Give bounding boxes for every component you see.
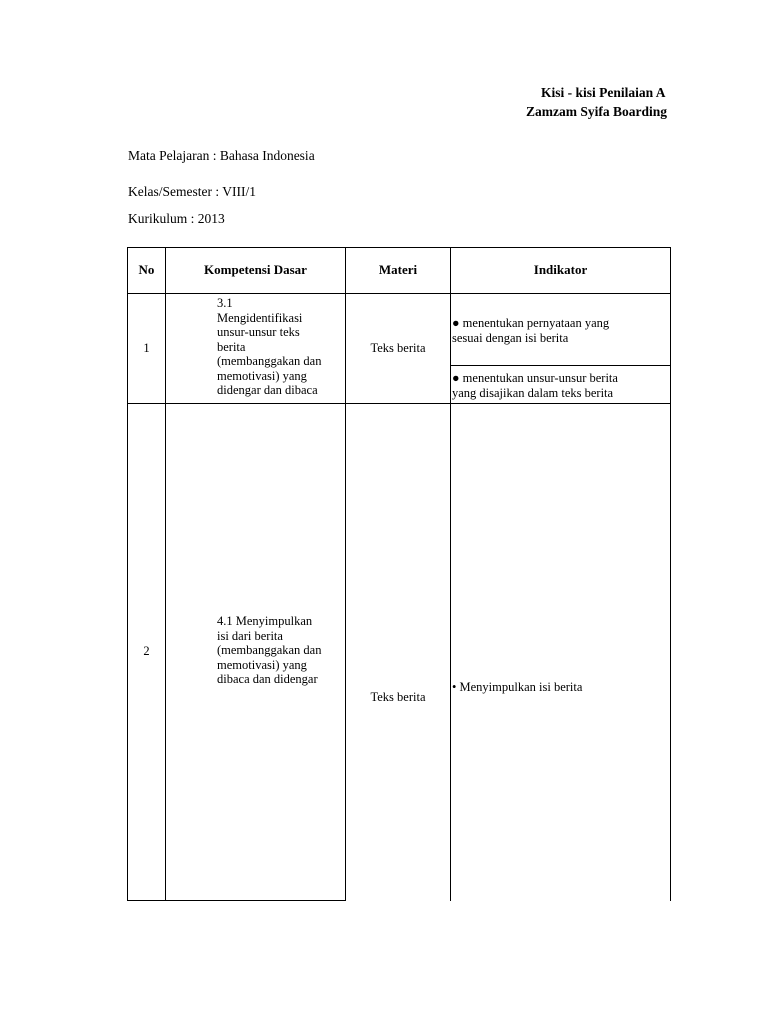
header-materi: Materi [378, 262, 418, 277]
table-border-top [127, 247, 671, 248]
document-title-line1: Kisi - kisi Penilaian A [541, 85, 666, 100]
class-semester-label: Kelas/Semester : VIII/1 [128, 184, 256, 199]
header-kompetensi-dasar: Kompetensi Dasar [204, 262, 307, 277]
table-header-divider [127, 293, 671, 294]
row1-materi: Teks berita [370, 341, 426, 355]
row1-indicator-1: ● menentukan pernyataan yang sesuai dengan isi berita [452, 316, 610, 345]
row1-no: 1 [143, 341, 150, 355]
table-border-bottom [127, 900, 346, 901]
row2-no: 2 [143, 644, 150, 658]
row1-indicator-divider [450, 365, 671, 366]
header-no: No [138, 262, 155, 277]
header-indikator: Indikator [533, 262, 588, 277]
row2-materi: Teks berita [370, 690, 426, 704]
row1-kompetensi-dasar: 3.1 Mengidentifikasi unsur-unsur teks berita (membanggakan dan memotivasi) yang didengar dan dibaca [217, 296, 322, 397]
subject-label: Mata Pelajaran : Bahasa Indonesia [128, 148, 315, 163]
curriculum-label: Kurikulum : 2013 [128, 211, 225, 226]
row2-kompetensi-dasar: 4.1 Menyimpulkan isi dari berita (membanggakan dan memotivasi) yang dibaca dan didengar [217, 614, 322, 686]
document-title-line2: Zamzam Syifa Boarding [526, 104, 668, 119]
row2-indicator-1: • Menyimpulkan isi berita [452, 680, 583, 694]
col-divider-no [165, 247, 166, 901]
row1-indicator-2: ● menentukan unsur-unsur berita yang disajikan dalam teks berita [452, 371, 618, 400]
col-divider-materi [450, 247, 451, 901]
row-divider [127, 403, 671, 404]
table-border-right [670, 247, 671, 901]
